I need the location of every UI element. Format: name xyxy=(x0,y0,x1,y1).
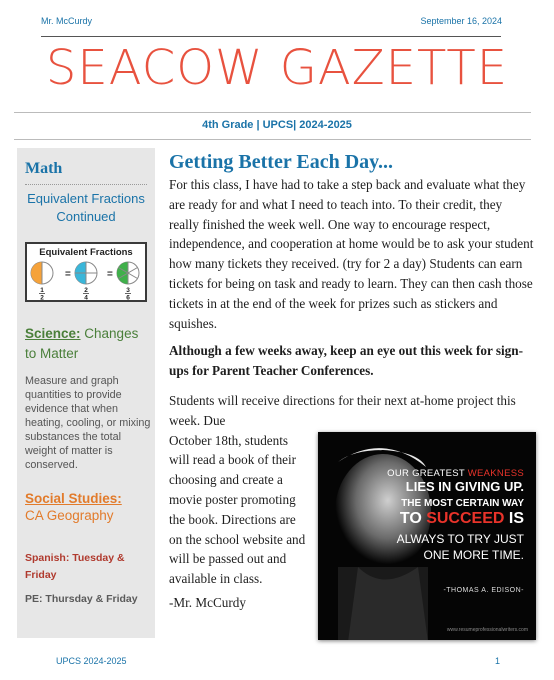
header-divider xyxy=(41,36,501,37)
quote-line-4c: IS xyxy=(504,510,524,527)
social-studies-section xyxy=(25,490,153,524)
half-circle xyxy=(31,262,53,284)
spanish-schedule: Spanish: Tuesday & Friday xyxy=(25,552,125,581)
fraction-circles-graphic xyxy=(27,258,145,300)
math-heading: Math xyxy=(25,160,63,177)
science-topic: Changes to Matter xyxy=(25,326,139,361)
article-paragraph-2-intro: Students will receive directions for their next at-home project this week. Due xyxy=(169,392,516,428)
science-description: Measure and graph quantities to provide evidence that when heating, cooling, or mixing substances the total weight of matter is conserved. xyxy=(25,375,151,471)
teacher-name: Mr. McCurdy xyxy=(41,16,93,26)
fraction-3-denominator: 6 xyxy=(126,294,130,300)
newsletter-title: SEACOW GAZETTE xyxy=(45,40,509,96)
quote-line-2: LIES IN GIVING UP. xyxy=(405,479,524,494)
math-topic-line1: Equivalent Fractions xyxy=(27,191,145,206)
math-divider xyxy=(25,184,147,185)
quarters-circle xyxy=(75,262,97,284)
quote-website: www.resumeprofessionalwriters.com xyxy=(446,627,528,633)
quote-attribution: -THOMAS A. EDISON- xyxy=(443,587,524,594)
quote-line-5: ALWAYS TO TRY JUST xyxy=(396,532,524,546)
science-section xyxy=(25,324,153,364)
math-topic xyxy=(17,190,155,226)
sixths-circle xyxy=(117,262,139,284)
quote-succeed: SUCCEED xyxy=(426,510,505,527)
equals-sign-2: = xyxy=(107,269,113,280)
quote-line-1a: OUR GREATEST xyxy=(387,468,468,479)
quote-line-4a: TO xyxy=(399,510,427,527)
quote-line-6: ONE MORE TIME. xyxy=(423,548,524,562)
fraction-3-numerator: 3 xyxy=(126,287,130,294)
footer-school-year: UPCS 2024-2025 xyxy=(56,656,127,666)
conference-notice: Although a few weeks away, keep an eye out this week for sign-ups for Parent Teacher Conferences. xyxy=(169,343,523,379)
social-studies-topic: CA Geography xyxy=(25,508,114,523)
math-topic-line2: Continued xyxy=(56,209,116,224)
social-studies-label: Social Studies: xyxy=(25,491,122,506)
article-paragraph-1: For this class, I have had to take a step back and evaluate what they are ready for and what I need to teach into. To their credit, they really finished the week well. One way to encourage respect, independence, and cooperation at home would be to ask your student how many tickets they received. (try for 2 a day) Students can earn tickets for being on task and ready to learn. They can then cash those tickets in at the end of the week for prizes such as stickers and squishes. xyxy=(169,177,534,331)
fraction-1-denominator: 2 xyxy=(40,294,44,300)
fraction-1-numerator: 1 xyxy=(40,287,44,294)
pe-schedule: PE: Thursday & Friday xyxy=(25,593,138,605)
fraction-image-title: Equivalent Fractions xyxy=(39,247,133,258)
article-heading: Getting Better Each Day... xyxy=(169,151,394,173)
quote-weakness: WEAKNESS xyxy=(467,468,524,479)
subtitle-divider-bottom xyxy=(14,139,531,140)
science-label: Science: xyxy=(25,326,81,341)
equals-sign-1: = xyxy=(65,269,71,280)
signature: -Mr. McCurdy xyxy=(169,594,246,610)
subtitle-divider-top xyxy=(14,112,531,113)
quote-line-3: THE MOST CERTAIN WAY xyxy=(401,498,524,509)
equivalent-fractions-image xyxy=(25,242,147,302)
fraction-2-denominator: 4 xyxy=(84,294,88,300)
quote-line-1 xyxy=(387,468,524,479)
article-paragraph-2-body: October 18th, students will read a book of their choosing and create a movie poster promoting the book. Directions are on the school website and will be passed out and available in class. xyxy=(169,432,306,587)
page-number: 1 xyxy=(495,656,501,666)
quote-line-4 xyxy=(400,510,524,528)
issue-date: September 16, 2024 xyxy=(420,16,502,26)
sidebar xyxy=(17,148,155,638)
newsletter-subtitle: 4th Grade | UPCS| 2024-2025 xyxy=(202,119,352,131)
edison-quote-image xyxy=(318,432,536,640)
fraction-2-numerator: 2 xyxy=(84,287,88,294)
